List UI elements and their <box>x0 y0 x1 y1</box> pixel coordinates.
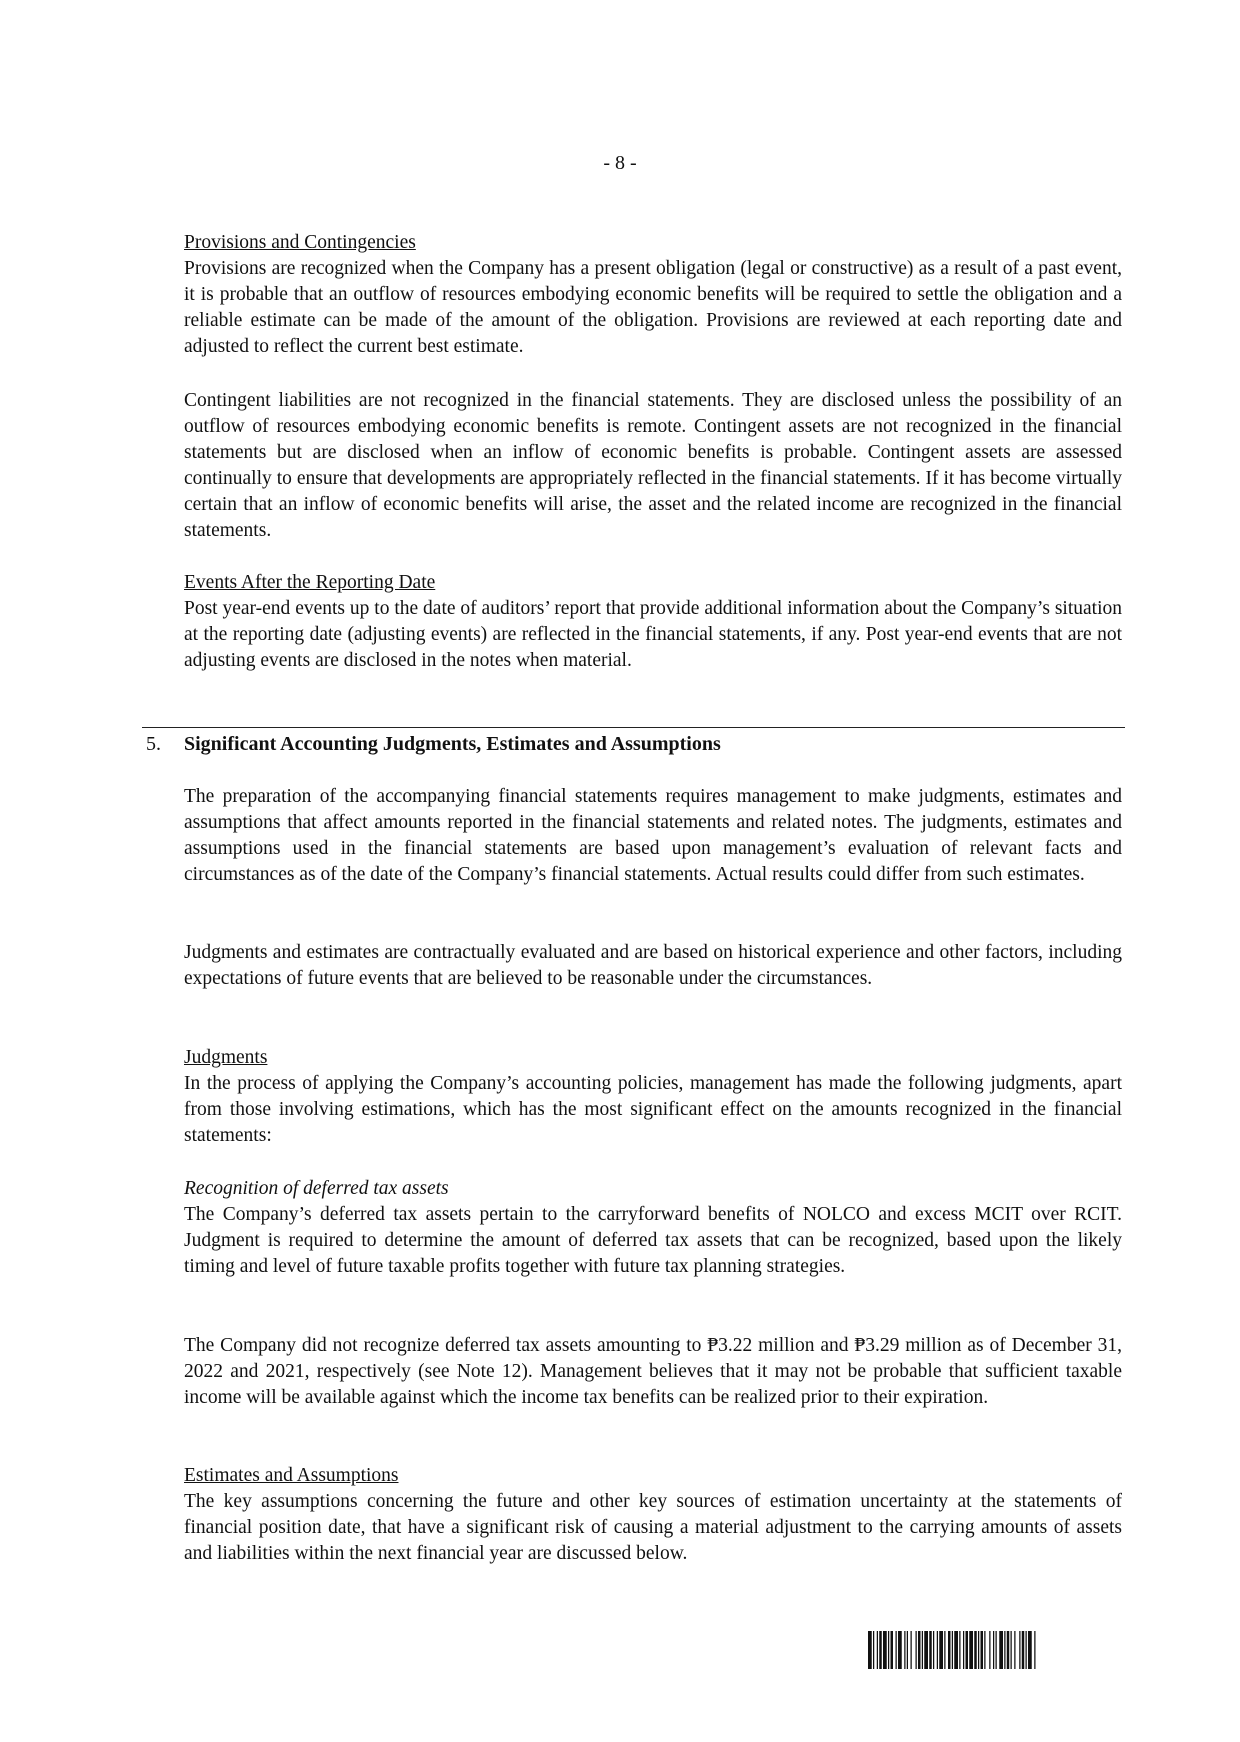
judgments-paragraph-1: In the process of applying the Company’s accounting policies, management has made the following judgments, apart from those involving estimations, which has the most significant effect on the amounts recognized in the financial statements: <box>184 1073 1122 1146</box>
barcode-bar <box>937 1631 938 1669</box>
judgments-section <box>184 1045 1122 1149</box>
barcode-bar <box>891 1631 894 1669</box>
barcode-bar <box>1007 1631 1010 1669</box>
barcode-bar <box>879 1631 882 1669</box>
barcode-bar <box>966 1631 969 1669</box>
events-section <box>184 570 1122 674</box>
barcode-bar <box>944 1631 945 1669</box>
barcode-bar <box>984 1631 985 1669</box>
barcode-bar <box>1028 1631 1032 1669</box>
deferred-tax-heading: Recognition of deferred tax assets <box>184 1178 449 1199</box>
barcode-bar <box>952 1631 953 1669</box>
barcode-bar <box>907 1631 908 1669</box>
section-5-number: 5. <box>146 733 161 755</box>
barcode-bar <box>989 1631 990 1669</box>
barcode-bar <box>933 1631 934 1669</box>
provisions-paragraph-2: Contingent liabilities are not recognized in the financial statements. They are disclosed unless the possibility of an outflow of resources embodying economic benefits is remote. Contingent assets are not recognized in the financial statements but are disclosed when an inflow of economic benefits is probable. Contingent assets are assessed continually to ensure that developments are appropriately reflected in the financial statements. If it has become virtually certain that an inflow of economic benefits will arise, the asset and the related income are recognized in the financial statements. <box>184 390 1122 541</box>
barcode-bar <box>868 1631 872 1669</box>
barcode-bar <box>873 1631 874 1669</box>
barcode-bar <box>974 1631 977 1669</box>
judgments-heading: Judgments <box>184 1047 268 1068</box>
barcode-bar <box>981 1631 984 1669</box>
barcode-bar <box>996 1631 997 1669</box>
section-5-title <box>146 731 721 757</box>
section-5-paragraph-2: Judgments and estimates are contractually evaluated and are based on historical experience and other factors, including expectations of future events that are believed to be reasonable under the circumstances. <box>184 942 1122 989</box>
barcode-bar <box>1019 1631 1020 1669</box>
deferred-tax-section <box>184 1176 1122 1280</box>
section-5-paragraph-1: The preparation of the accompanying financial statements requires management to make judgments, estimates and assumptions that affect amounts reported in the financial statements and related notes. The judgments, estimates and assumptions used in the financial statements are based upon management’s evaluation of relevant facts and circumstances as of the date of the Company’s financial statements. Actual results could differ from such estimates. <box>184 786 1122 885</box>
deferred-tax-paragraph-1: The Company’s deferred tax assets pertain to the carryforward benefits of NOLCO and excess MCIT over RCIT. Judgment is required to determine the amount of deferred tax assets that can be recognized, based upon the likely timing and level of future taxable profits together with future tax planning strategies. <box>184 1204 1122 1277</box>
barcode-bar <box>1034 1631 1035 1669</box>
barcode-bar <box>939 1631 943 1669</box>
deferred-tax-second <box>184 1333 1122 1411</box>
barcode-bar <box>883 1631 887 1669</box>
section-divider <box>142 727 1125 728</box>
barcode-bar <box>959 1631 960 1669</box>
barcode-bar <box>922 1631 923 1669</box>
events-heading: Events After the Reporting Date <box>184 572 436 593</box>
barcode-bar <box>969 1631 973 1669</box>
barcode-bar <box>916 1631 917 1669</box>
barcode-bar <box>888 1631 889 1669</box>
barcode-bar <box>1014 1631 1015 1669</box>
barcode-bar <box>904 1631 905 1669</box>
barcode-bar <box>1022 1631 1025 1669</box>
barcode <box>868 1631 1120 1669</box>
barcode-bar <box>898 1631 902 1669</box>
barcode-bar <box>999 1631 1003 1669</box>
page-number: - 8 - <box>603 152 637 174</box>
section-5-intro <box>184 784 1122 888</box>
estimates-paragraph-1: The key assumptions concerning the future and other key sources of estimation uncertainty at the statements of financial position date, that have a significant risk of causing a material adjustment to the carrying amounts of assets and liabilities within the next financial year are discussed below. <box>184 1491 1122 1564</box>
barcode-bar <box>924 1631 928 1669</box>
barcode-bar <box>1004 1631 1005 1669</box>
events-paragraph-1: Post year-end events up to the date of auditors’ report that provide additional information about the Company’s situation at the reporting date (adjusting events) are reflected in the financial statements, if any. Post year-end events that are not adjusting events are disclosed in the notes when material. <box>184 598 1122 671</box>
provisions-heading: Provisions and Contingencies <box>184 232 416 253</box>
barcode-bar <box>911 1631 912 1669</box>
barcode-bar <box>948 1631 951 1669</box>
provisions-section <box>184 230 1122 360</box>
barcode-bar <box>954 1631 958 1669</box>
contingencies-block <box>184 388 1122 544</box>
barcode-bar <box>978 1631 979 1669</box>
section-5-title-text: Significant Accounting Judgments, Estimates and Assumptions <box>184 733 721 755</box>
barcode-bar <box>896 1631 897 1669</box>
section-5-second <box>184 940 1122 992</box>
barcode-bar <box>963 1631 964 1669</box>
barcode-bar <box>1026 1631 1027 1669</box>
estimates-section <box>184 1463 1122 1567</box>
barcode-bar <box>1011 1631 1012 1669</box>
barcode-bar <box>918 1631 921 1669</box>
barcode-bar <box>993 1631 994 1669</box>
deferred-tax-paragraph-2: The Company did not recognize deferred tax assets amounting to ₱3.22 million and ₱3.29 million as of December 31, 2022 and 2021, respectively (see Note 12). Management believes that it may not be probable that sufficient taxable income will be available against which the income tax benefits can be realized prior to their expiration. <box>184 1335 1122 1408</box>
barcode-bar <box>877 1631 878 1669</box>
barcode-bar <box>929 1631 932 1669</box>
provisions-paragraph-1: Provisions are recognized when the Company has a present obligation (legal or constructive) as a result of a past event, it is probable that an outflow of resources embodying economic benefits will be required to settle the obligation and a reliable estimate can be made of the amount of the obligation. Provisions are reviewed at each reporting date and adjusted to reflect the current best estimate. <box>184 258 1122 357</box>
estimates-heading: Estimates and Assumptions <box>184 1465 399 1486</box>
